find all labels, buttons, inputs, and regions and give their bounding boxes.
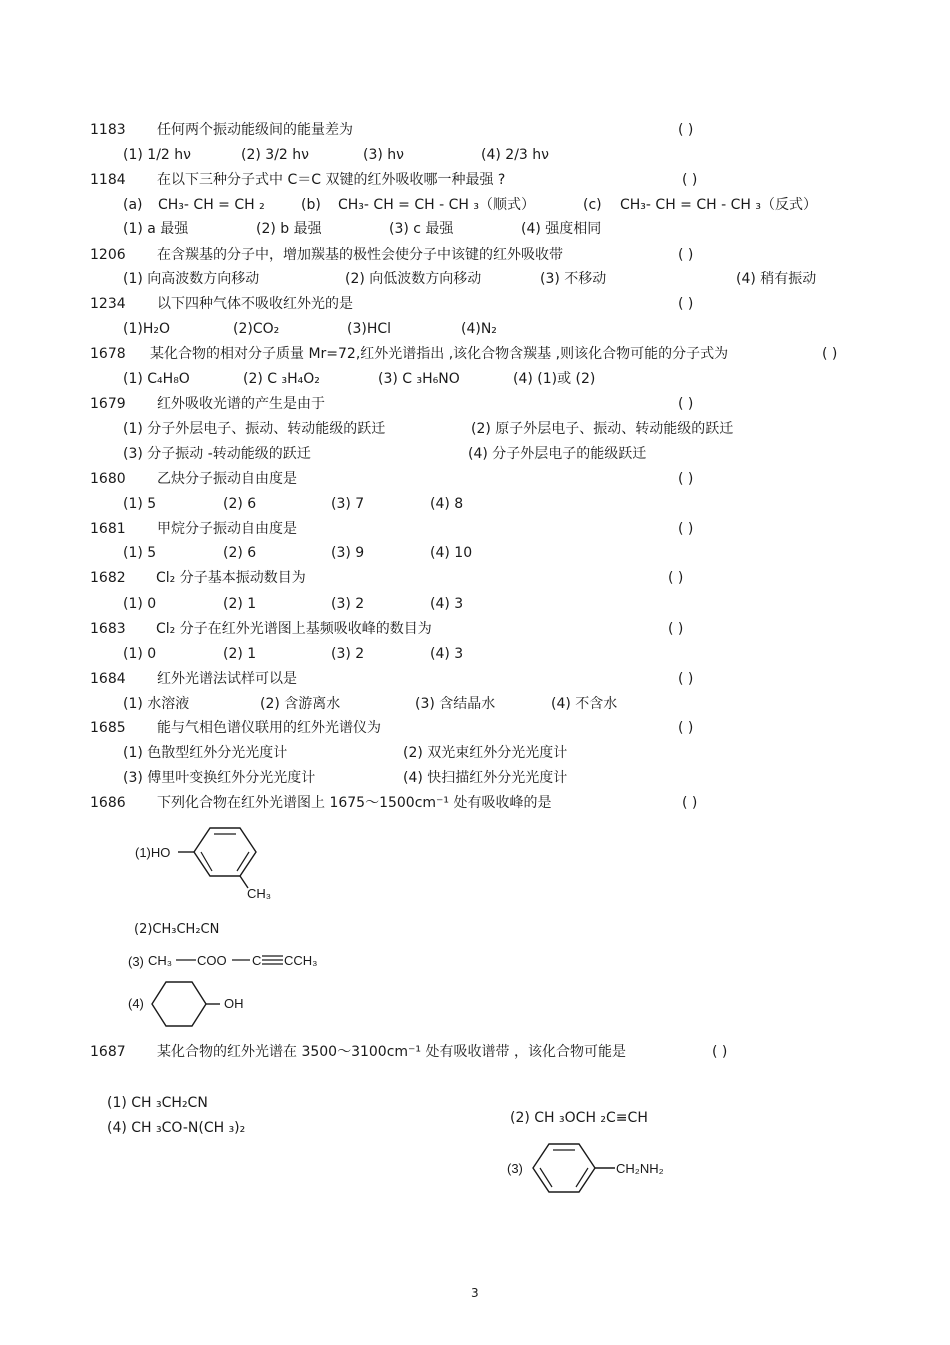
question-number: 1681 bbox=[90, 521, 126, 537]
option: (2) 1 bbox=[223, 596, 257, 612]
answer-blank: ( ) bbox=[678, 396, 694, 412]
formula-label: (c) bbox=[583, 197, 602, 213]
question-text: 下列化合物在红外光谱图上 1675～1500cm⁻¹ 处有吸收峰的是 bbox=[157, 795, 552, 811]
question-text: Cl₂ 分子基本振动数目为 bbox=[156, 570, 306, 586]
question-number: 1679 bbox=[90, 396, 126, 412]
option: (2) 6 bbox=[223, 545, 257, 561]
option-1687-4: (4) CH ₃CO-N(CH ₃)₂ bbox=[107, 1120, 246, 1136]
option: (1) 水溶液 bbox=[123, 696, 190, 712]
question-number: 1678 bbox=[90, 346, 126, 362]
option: (3) c 最强 bbox=[389, 221, 454, 237]
question-number: 1206 bbox=[90, 247, 126, 263]
question-number: 1684 bbox=[90, 671, 126, 687]
fragment: C bbox=[252, 953, 262, 968]
option: (1) 5 bbox=[123, 545, 157, 561]
option: (2)CO₂ bbox=[233, 321, 280, 337]
question-number: 1682 bbox=[90, 570, 126, 586]
question-text: 某化合物的红外光谱在 3500～3100cm⁻¹ 处有吸收谱带 ，该化合物可能是 bbox=[157, 1044, 626, 1060]
option: (3) 含结晶水 bbox=[415, 696, 496, 712]
substituent-label: CH₂NH₂ bbox=[616, 1161, 664, 1176]
option: (2) 6 bbox=[223, 496, 257, 512]
question-text: 红外光谱法试样可以是 bbox=[157, 671, 297, 687]
option: (1) 1/2 hν bbox=[123, 147, 191, 163]
hydroxyl-label: OH bbox=[224, 996, 244, 1011]
option: (2) 3/2 hν bbox=[241, 147, 309, 163]
answer-blank: ( ) bbox=[678, 296, 694, 312]
question-number: 1687 bbox=[90, 1044, 126, 1060]
option: (1) C₄H₈O bbox=[123, 371, 190, 387]
option: (2) 含游离水 bbox=[260, 696, 341, 712]
option-1687-1: (1) CH ₃CH₂CN bbox=[107, 1095, 208, 1111]
answer-blank: ( ) bbox=[678, 471, 694, 487]
question-number: 1686 bbox=[90, 795, 126, 811]
formula: CH₃- CH = CH ₂ bbox=[158, 197, 265, 213]
option: (1) a 最强 bbox=[123, 221, 189, 237]
answer-blank: ( ) bbox=[678, 720, 694, 736]
question-text: 乙炔分子振动自由度是 bbox=[157, 471, 297, 487]
question-number: 1184 bbox=[90, 172, 126, 188]
answer-blank: ( ) bbox=[822, 346, 838, 362]
question-number: 1683 bbox=[90, 621, 126, 637]
methyl-label: CH₃ bbox=[247, 886, 272, 901]
option: (2) 1 bbox=[223, 646, 257, 662]
answer-blank: ( ) bbox=[678, 671, 694, 687]
option-1687-2: (2) CH ₃OCH ₂C≡CH bbox=[510, 1110, 648, 1126]
option: (1) 分子外层电子、振动、转动能级的跃迁 bbox=[123, 421, 386, 437]
option: (3) 9 bbox=[331, 545, 365, 561]
formula: CH₃- CH = CH - CH ₃（顺式） bbox=[338, 197, 535, 213]
option: (3) 傅里叶变换红外分光光度计 bbox=[123, 770, 316, 786]
question-text: 能与气相色谱仪联用的红外光谱仪为 bbox=[157, 720, 381, 736]
option: (3) C ₃H₆NO bbox=[378, 371, 460, 387]
question-text: Cl₂ 分子在红外光谱图上基频吸收峰的数目为 bbox=[156, 621, 432, 637]
option: (2) 双光束红外分光光度计 bbox=[403, 745, 568, 761]
question-text: 红外吸收光谱的产生是由于 bbox=[157, 396, 325, 412]
option: (4)N₂ bbox=[461, 321, 497, 337]
fragment: CCH₃ bbox=[284, 953, 318, 968]
structure-1686-3 bbox=[128, 946, 348, 980]
option: (3) 分子振动 -转动能级的跃迁 bbox=[123, 446, 311, 462]
option-1687-3 bbox=[505, 1138, 705, 1204]
option: (1) 向高波数方向移动 bbox=[123, 271, 260, 287]
question-text: 某化合物的相对分子质量 Mr=72,红外光谱指出 ,该化合物含羰基 ,则该化合物可能的分子式为 bbox=[150, 346, 729, 362]
answer-blank: ( ) bbox=[712, 1044, 728, 1060]
option: (1) 0 bbox=[123, 596, 157, 612]
option: (4) 2/3 hν bbox=[481, 147, 549, 163]
answer-blank: ( ) bbox=[668, 570, 684, 586]
question-number: 1685 bbox=[90, 720, 126, 736]
question-text: 在以下三种分子式中 C＝C 双键的红外吸收哪一种最强 ? bbox=[157, 172, 506, 188]
structure-label: (3) bbox=[128, 954, 144, 969]
question-text: 任何两个振动能级间的能量差为 bbox=[157, 122, 353, 138]
structure-label: (1)HO bbox=[135, 845, 171, 860]
option: (2) 向低波数方向移动 bbox=[345, 271, 482, 287]
option: (4) 10 bbox=[430, 545, 473, 561]
structure-1686-2: (2)CH₃CH₂CN bbox=[134, 922, 220, 937]
question-number: 1183 bbox=[90, 122, 126, 138]
question-number: 1234 bbox=[90, 296, 126, 312]
fragment: COO bbox=[197, 953, 227, 968]
answer-blank: ( ) bbox=[668, 621, 684, 637]
option: (1) 0 bbox=[123, 646, 157, 662]
option: (4) 快扫描红外分光光度计 bbox=[403, 770, 568, 786]
structure-label: (4) bbox=[128, 996, 144, 1011]
fragment: CH₃ bbox=[148, 953, 173, 968]
option: (3) 2 bbox=[331, 596, 365, 612]
question-number: 1680 bbox=[90, 471, 126, 487]
option: (4) 分子外层电子的能级跃迁 bbox=[468, 446, 647, 462]
option: (4) 3 bbox=[430, 646, 464, 662]
answer-blank: ( ) bbox=[678, 122, 694, 138]
option: (4) 强度相同 bbox=[521, 221, 602, 237]
option: (4) 稍有振动 bbox=[736, 271, 817, 287]
option: (1) 5 bbox=[123, 496, 157, 512]
option: (3) 不移动 bbox=[540, 271, 607, 287]
question-text: 以下四种气体不吸收红外光的是 bbox=[157, 296, 353, 312]
option: (1)H₂O bbox=[123, 321, 170, 337]
option: (3)HCl bbox=[347, 321, 392, 337]
question-text: 甲烷分子振动自由度是 bbox=[157, 521, 297, 537]
answer-blank: ( ) bbox=[678, 521, 694, 537]
option: (2) b 最强 bbox=[256, 221, 322, 237]
option: (2) C ₃H₄O₂ bbox=[243, 371, 320, 387]
option: (3) hν bbox=[363, 147, 404, 163]
question-text: 在含羰基的分子中，增加羰基的极性会使分子中该键的红外吸收带 bbox=[157, 247, 563, 263]
option: (3) 7 bbox=[331, 496, 365, 512]
answer-blank: ( ) bbox=[682, 795, 698, 811]
formula: CH₃- CH = CH - CH ₃（反式） bbox=[620, 197, 817, 213]
option: (4) 不含水 bbox=[551, 696, 618, 712]
option: (4) 3 bbox=[430, 596, 464, 612]
option: (4) (1)或 (2) bbox=[513, 371, 596, 387]
option: (1) 色散型红外分光光度计 bbox=[123, 745, 288, 761]
option: (4) 8 bbox=[430, 496, 464, 512]
formula-label: (a) bbox=[123, 197, 143, 213]
option: (3) 2 bbox=[331, 646, 365, 662]
page-number: 3 bbox=[471, 1286, 479, 1300]
answer-blank: ( ) bbox=[682, 172, 698, 188]
answer-blank: ( ) bbox=[678, 247, 694, 263]
structure-1686-4 bbox=[128, 976, 278, 1036]
structure-1686-1 bbox=[130, 820, 300, 914]
formula-label: (b) bbox=[301, 197, 321, 213]
option: (2) 原子外层电子、振动、转动能级的跃迁 bbox=[471, 421, 734, 437]
structure-label: (3) bbox=[507, 1161, 523, 1176]
